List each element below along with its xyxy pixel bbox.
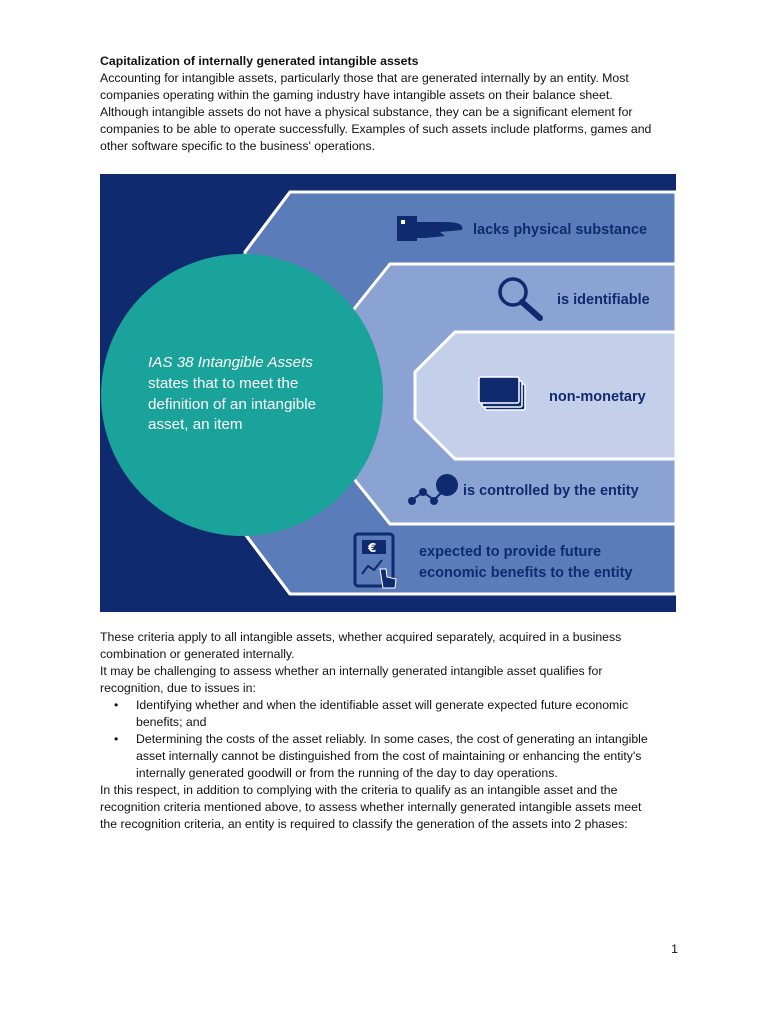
bullet-line: internally generated goodwill or from the running of the day to day operations. [136,766,558,780]
criterion-label: non-monetary [549,389,646,405]
intro-line: Accounting for intangible assets, particularly those that are generated internally by an entity. Most [100,71,629,85]
body-line: recognition, due to issues in: [100,681,256,695]
intro-line: other software specific to the business' operations. [100,139,376,153]
phases-paragraph [100,782,676,833]
bullet-line: benefits; and [136,715,207,729]
list-item [100,697,676,731]
body-section [100,629,676,833]
body-line: It may be challenging to assess whether an internally generated intangible asset qualifies for [100,664,603,678]
criteria-apply-paragraph [100,629,676,663]
body-line: the recognition criteria, an entity is required to classify the generation of the assets into 2 phases: [100,817,628,831]
intro-paragraph [100,70,676,155]
circle-text-line: states that to meet the [148,375,299,392]
bullet-line: • Determining the costs of the asset reliably. In some cases, the cost of generating an intangible [136,732,648,746]
intro-line: companies operating within the gaming industry have intangible assets on their balance sheet. [100,88,613,102]
section-heading: Capitalization of internally generated intangible assets [100,54,419,68]
body-line: combination or generated internally. [100,647,295,661]
ias38-circle [101,254,383,536]
body-line: recognition criteria mentioned above, to assess whether internally generated intangible assets meet [100,800,642,814]
issues-list [100,697,676,782]
page-number: 1 [671,942,678,956]
criterion-label: is identifiable [557,292,650,308]
criteria-diagram [100,174,676,612]
criterion-label: is controlled by the entity [463,483,639,499]
circle-text-line: IAS 38 Intangible Assets [148,354,313,371]
intro-section [100,53,676,155]
bullet-line: asset internally cannot be distinguished from the cost of maintaining or enhancing the entity's [136,749,642,763]
bullet-line: • Identifying whether and when the identifiable asset will generate expected future economic [136,698,629,712]
circle-text-line: definition of an intangible [148,396,317,413]
intro-line: Although intangible assets do not have a physical substance, they can be a significant element for [100,105,633,119]
stacked-cards-icon [479,377,525,410]
challenge-paragraph [100,663,676,697]
criterion-label: economic benefits to the entity [419,565,633,581]
criterion-label: expected to provide future [419,544,602,560]
svg-text:€: € [368,541,377,555]
list-item [100,731,676,782]
body-line: In this respect, in addition to complying with the criteria to qualify as an intangible asset and the [100,783,618,797]
ias38-criteria-figure [100,174,676,612]
intro-line: companies to be able to operate successfully. Examples of such assets include platforms, games and [100,122,652,136]
circle-text-line: asset, an item [148,416,243,433]
body-line: These criteria apply to all intangible assets, whether acquired separately, acquired in a business [100,630,622,644]
criterion-label: lacks physical substance [473,222,648,238]
